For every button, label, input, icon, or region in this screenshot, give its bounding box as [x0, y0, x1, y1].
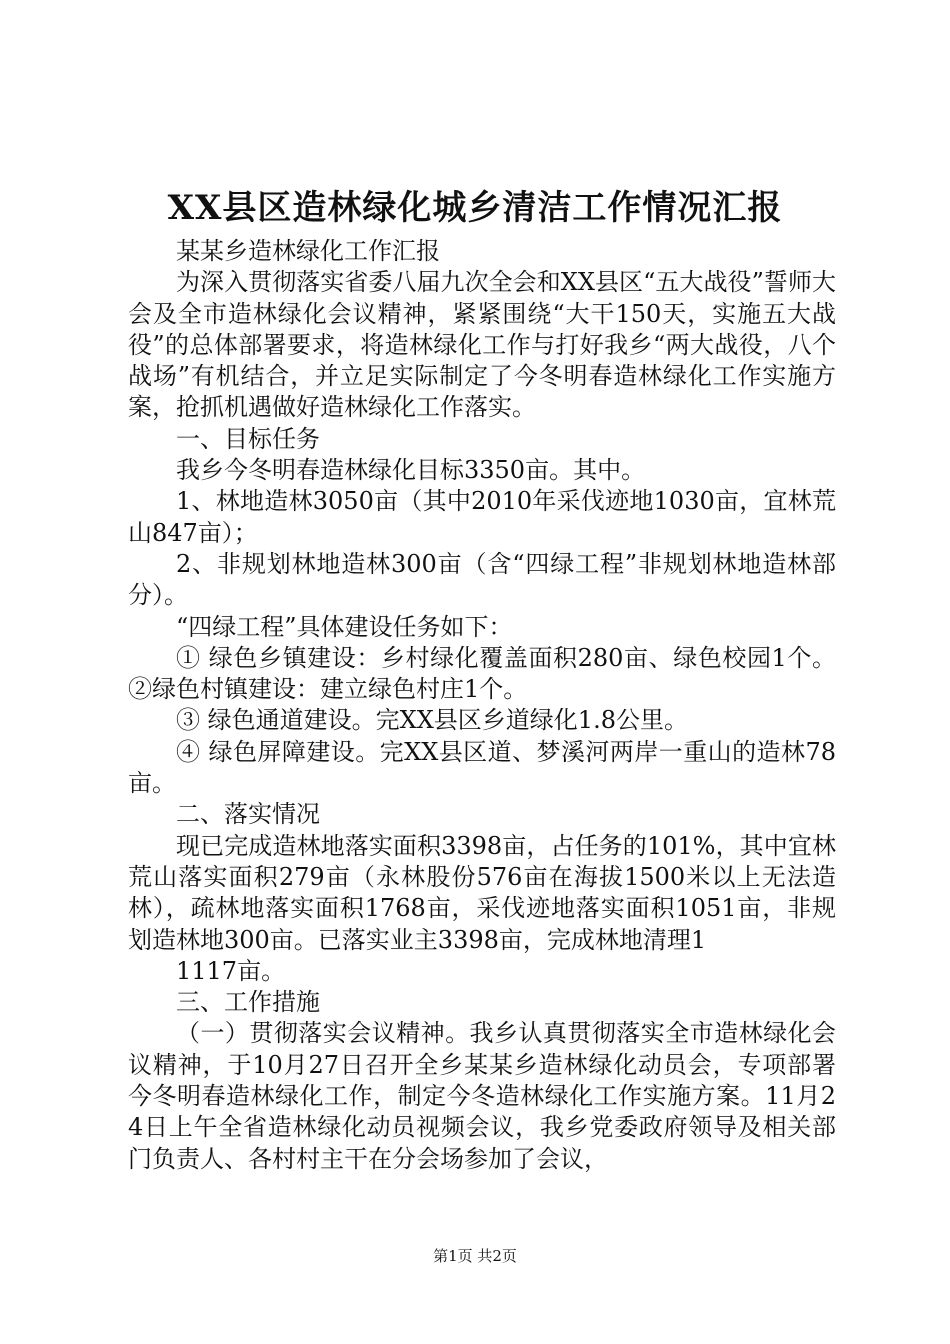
paragraph-subtitle: 某某乡造林绿化工作汇报: [176, 237, 440, 265]
document-body: [128, 236, 836, 1175]
section-heading-implementation: 二、落实情况: [176, 800, 320, 829]
paragraph-implementation: 现已完成造林地落实面积3398亩，占任务的101%，其中宜林荒山落实面积279亩（永林股份576亩在海拔1500米以上无法造林），疏林地落实面积1768亩，采伐迹地落实面积1051亩，非规划造林地300亩。已落实业主3398亩，完成林地清理1: [128, 831, 836, 954]
section-heading-measures: 三、工作措施: [176, 988, 320, 1017]
document-title: XX县区造林绿化城乡清洁工作情况汇报: [167, 188, 783, 228]
paragraph-intro: 为深入贯彻落实省委八届九次全会和XX县区“五大战役”誓师大会及全市造林绿化会议精神，紧紧围绕“大干150天，实施五大战役”的总体部署要求，将造林绿化工作与打好我乡“两大战役，八个战场”有机结合，并立足实际制定了今冬明春造林绿化工作实施方案，抢抓机遇做好造林绿化工作落实。: [128, 268, 836, 422]
paragraph-four-green-1-2: ① 绿色乡镇建设：乡村绿化覆盖面积280亩、绿色校园1个。②绿色村镇建设：建立绿色村庄1个。: [128, 643, 836, 704]
section-heading-targets: 一、目标任务: [176, 424, 320, 453]
paragraph-target-total: 我乡今冬明春造林绿化目标3350亩。其中。: [176, 456, 646, 485]
paragraph-four-green-4: ④ 绿色屏障建设。完XX县区道、梦溪河两岸一重山的造林78亩。: [128, 737, 836, 798]
page-footer: 第1页 共2页: [433, 1247, 517, 1265]
paragraph-measure-1: （一）贯彻落实会议精神。我乡认真贯彻落实全市造林绿化会议精神，于10月27日召开全乡某某乡造林绿化动员会，专项部署今冬明春造林绿化工作，制定今冬造林绿化工作实施方案。11月24日上午全省造林绿化动员视频会议，我乡党委政府领导及相关部门负责人、各村村主干在分会场参加了会议，: [128, 1019, 836, 1173]
paragraph-four-green-intro: “四绿工程”具体建设任务如下：: [176, 612, 513, 641]
paragraph-implementation-cont: 1117亩。: [176, 956, 286, 985]
paragraph-four-green-3: ③ 绿色通道建设。完XX县区乡道绿化1.8公里。: [176, 706, 688, 735]
paragraph-target-2: 2、非规划林地造林300亩（含“四绿工程”非规划林地造林部分）。: [128, 549, 836, 610]
paragraph-target-1: 1、林地造林3050亩（其中2010年采伐迹地1030亩，宜林荒山847亩）；: [128, 487, 836, 547]
